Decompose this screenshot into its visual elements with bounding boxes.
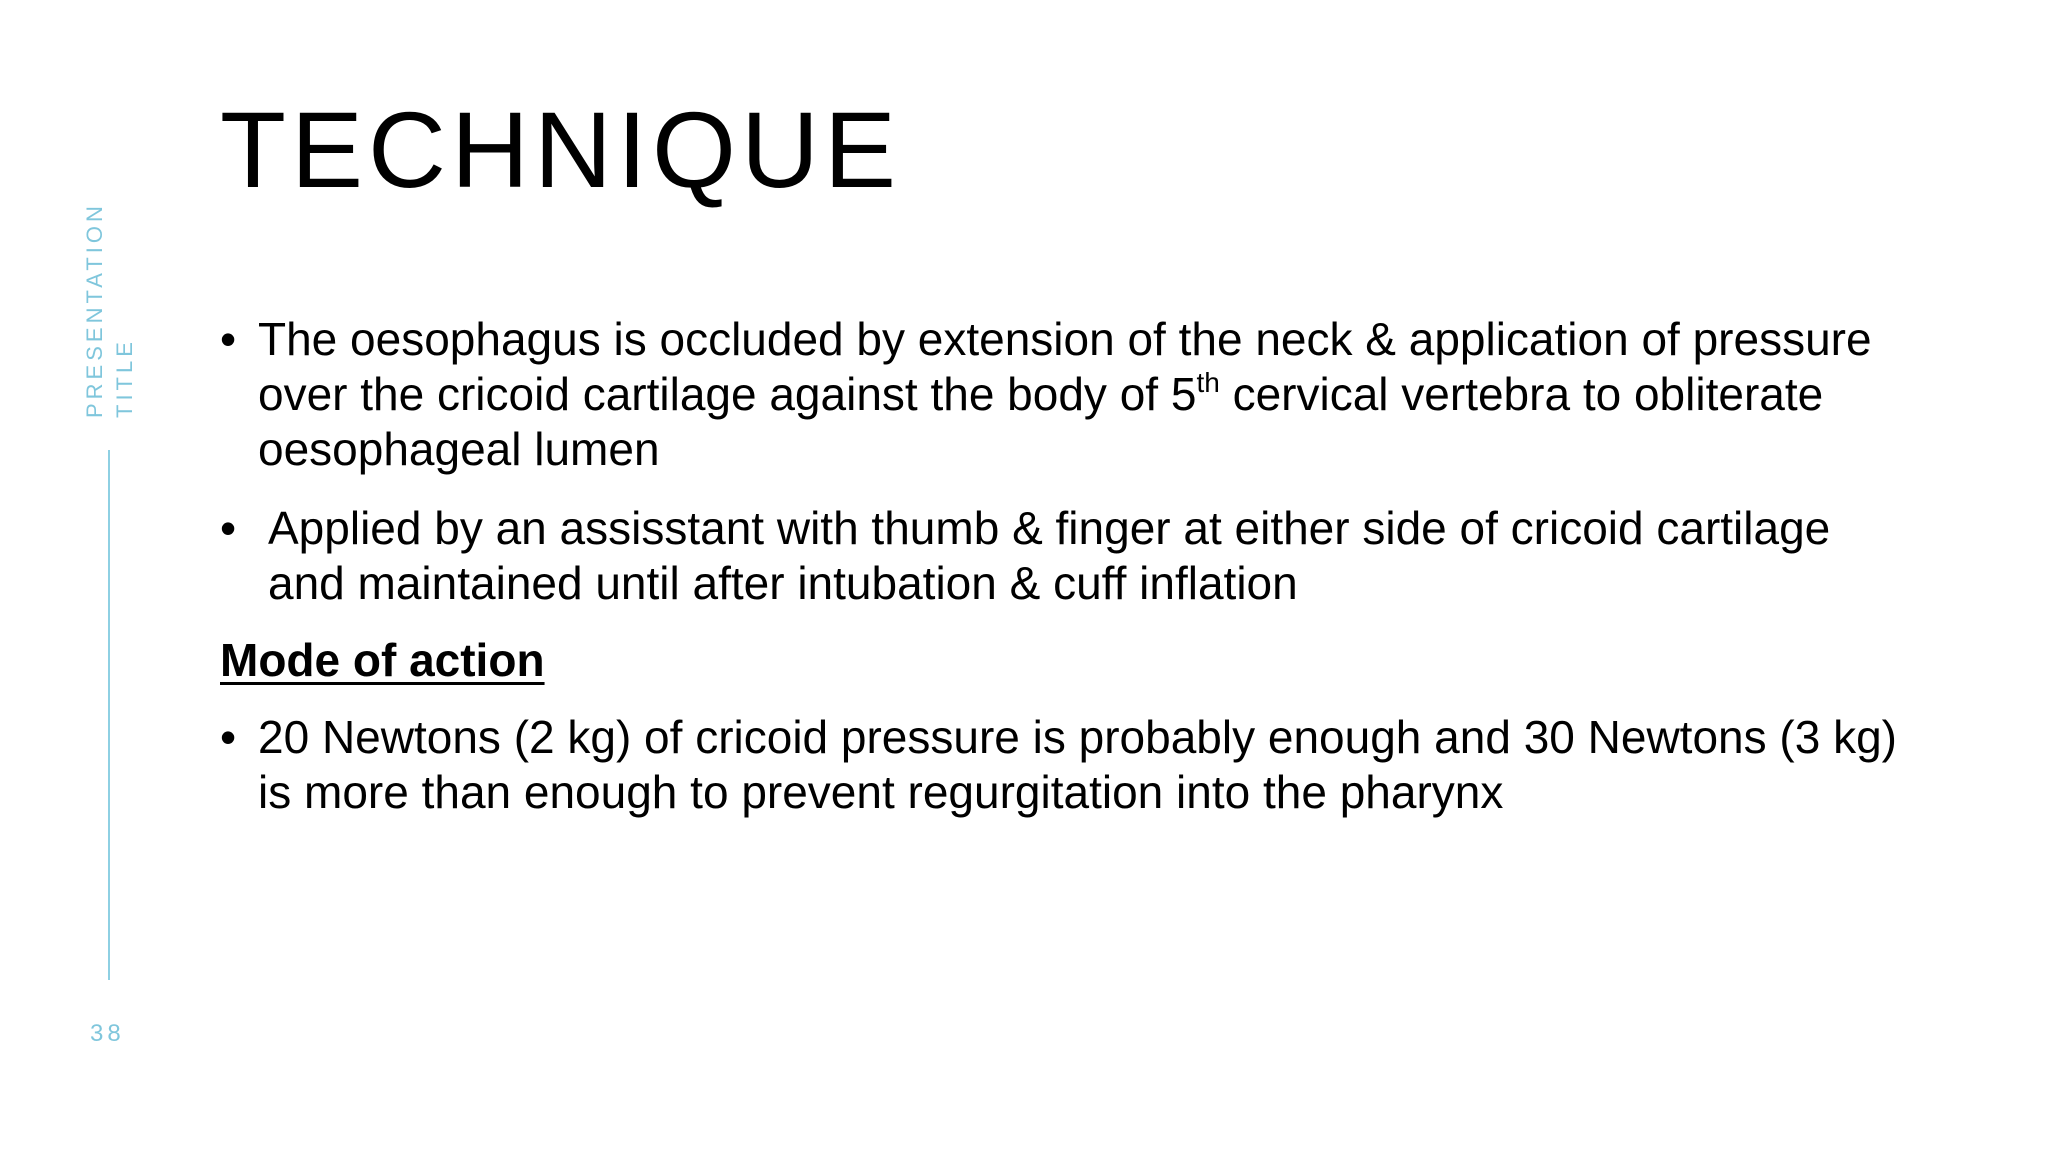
ordinal-superscript: th xyxy=(1196,367,1220,398)
slide-body xyxy=(220,312,1900,820)
bullet-text: The oesophagus is occluded by extension of the neck & application of pressure over the cricoid cartilage against the body of 5 xyxy=(258,313,1872,420)
slide-title: TECHNIQUE xyxy=(220,89,902,210)
vertical-divider xyxy=(108,450,110,980)
page-number: 38 xyxy=(90,1020,125,1047)
presentation-title: PRESENTATION TITLE xyxy=(82,202,137,418)
bullet-item-mode-of-action: • 20 Newtons (2 kg) of cricoid pressure is probably enough and 30 Newtons (3 kg) is more than enough to prevent regurgitation into the pharynx xyxy=(220,710,1900,820)
section-heading: Mode of action xyxy=(220,634,545,686)
bullet-item-application: • Applied by an assisstant with thumb & finger at either side of cricoid cartilage and maintained until after intubation & cuff inflation xyxy=(220,501,1900,611)
bullet-item-occlusion xyxy=(220,312,1900,477)
bullet-text-continued: cervical vertebra to obliterate oesophageal lumen xyxy=(258,368,1824,475)
